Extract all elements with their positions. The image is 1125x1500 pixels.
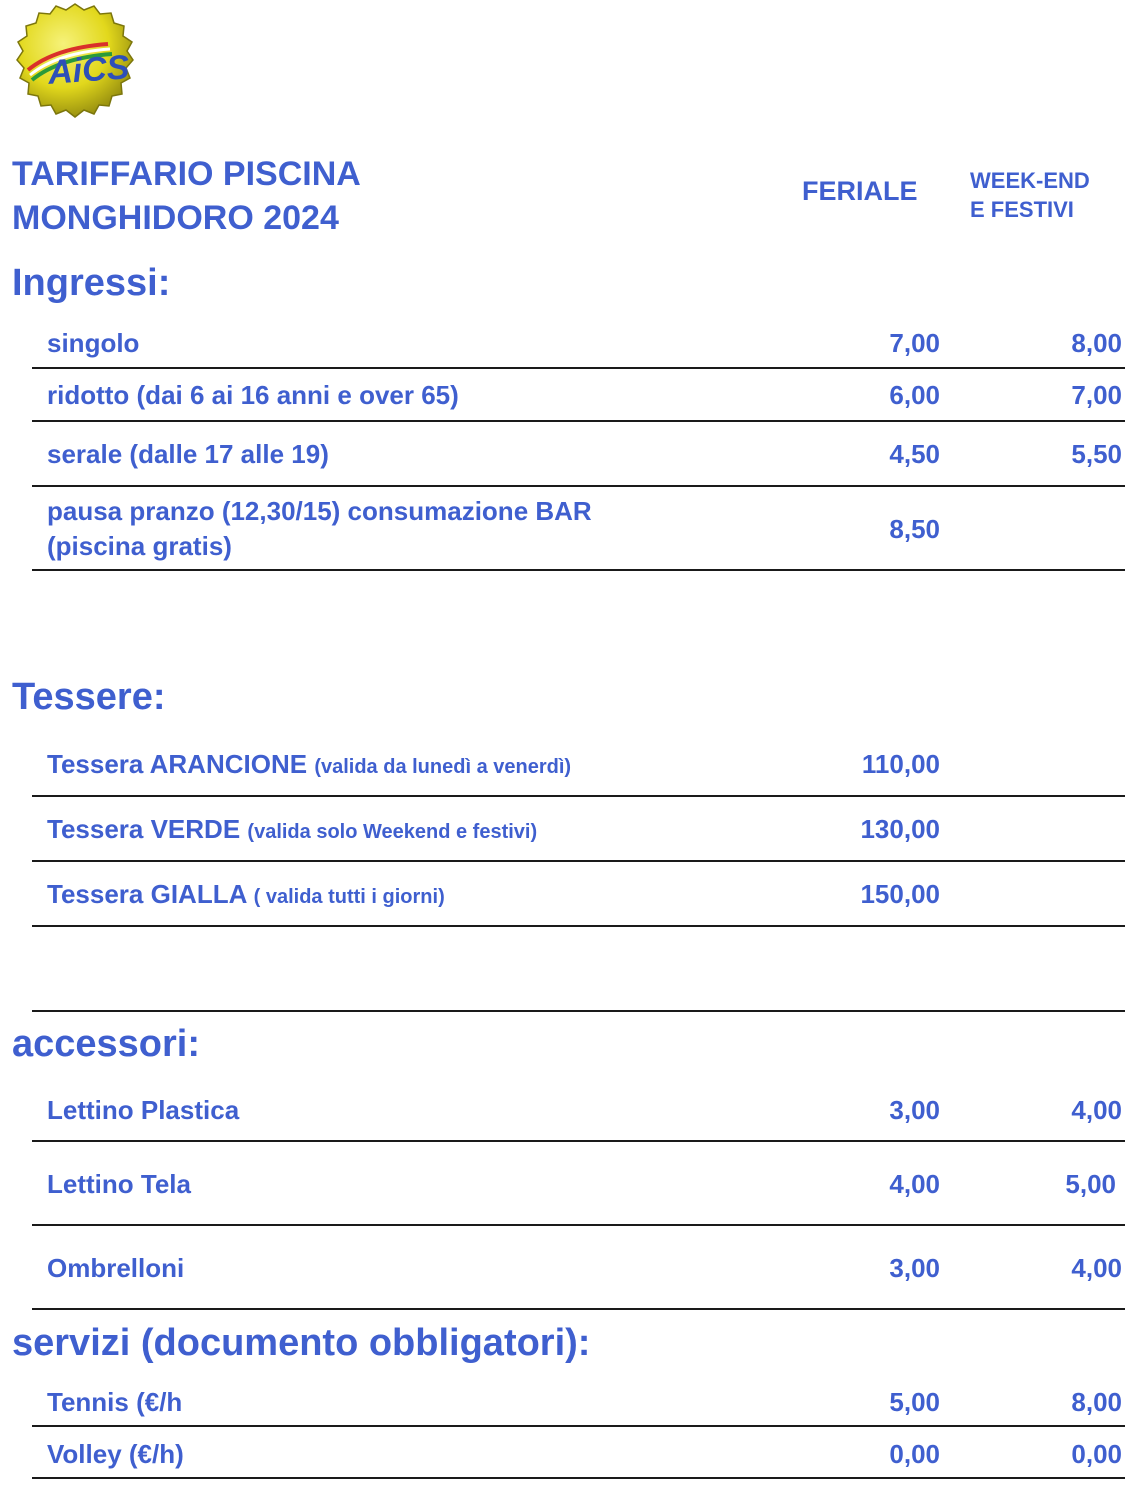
ingressi-feriale-ridotto: 6,00: [889, 380, 940, 410]
accessori-feriale-lettino-plastica: 3,00: [889, 1095, 940, 1125]
row-divider: [32, 795, 1125, 797]
servizi-feriale-volley: 0,00: [889, 1439, 940, 1469]
accessori-weekend-lettino-plastica: 4,00: [1071, 1095, 1122, 1125]
column-header-feriale: FERIALE: [802, 176, 918, 206]
row-divider: [32, 569, 1125, 571]
ingressi-feriale-pausa-pranzo: 8,50: [889, 514, 940, 544]
ingressi-weekend-ridotto: 7,00: [1071, 380, 1122, 410]
accessori-label-lettino-tela: Lettino Tela: [47, 1169, 191, 1199]
ingressi-feriale-singolo: 7,00: [889, 328, 940, 358]
ingressi-feriale-serale: 4,50: [889, 439, 940, 469]
row-divider: [32, 1477, 1125, 1479]
ingressi-weekend-singolo: 8,00: [1071, 328, 1122, 358]
title-line-2: MONGHIDORO 2024: [12, 199, 339, 237]
servizi-weekend-volley: 0,00: [1071, 1439, 1122, 1469]
section-heading-ingressi: Ingressi:: [12, 262, 171, 304]
row-divider: [32, 367, 1125, 369]
accessori-weekend-lettino-tela: 5,00: [1065, 1169, 1116, 1199]
ingressi-label-serale: serale (dalle 17 alle 19): [47, 439, 329, 469]
tessera-arancione-note: (valida da lunedì a venerdì): [314, 756, 572, 778]
row-divider: [32, 485, 1125, 487]
servizi-feriale-tennis: 5,00: [889, 1387, 940, 1417]
tessera-gialla-price: 150,00: [860, 879, 940, 909]
tessera-arancione: [47, 749, 571, 780]
row-divider: [32, 925, 1125, 927]
logo-text: AiCS: [46, 48, 131, 92]
tessera-gialla-note: ( valida tutti i giorni): [253, 886, 445, 908]
row-divider: [32, 1425, 1125, 1427]
row-divider: [32, 1224, 1125, 1226]
column-header-weekend-line-2: E FESTIVI: [970, 197, 1074, 222]
servizi-weekend-tennis: 8,00: [1071, 1387, 1122, 1417]
accessori-label-ombrelloni: Ombrelloni: [47, 1253, 185, 1283]
tessera-arancione-price: 110,00: [861, 749, 940, 779]
section-heading-accessori: accessori:: [12, 1023, 201, 1065]
accessori-weekend-ombrelloni: 4,00: [1071, 1253, 1122, 1283]
row-divider: [32, 1308, 1125, 1310]
ingressi-label-singolo: singolo: [47, 328, 140, 358]
row-divider: [32, 420, 1125, 422]
section-heading-servizi: servizi (documento obbligatori):: [12, 1322, 591, 1364]
accessori-feriale-ombrelloni: 3,00: [889, 1253, 940, 1283]
row-divider: [32, 860, 1125, 862]
accessori-label-lettino-plastica: Lettino Plastica: [47, 1095, 240, 1125]
row-divider: [32, 1140, 1125, 1142]
title-line-1: TARIFFARIO PISCINA: [12, 155, 361, 193]
servizi-label-volley: Volley (€/h): [47, 1439, 184, 1469]
ingressi-label-pausa-pranzo: [47, 494, 747, 564]
tessera-verde-price: 130,00: [860, 814, 940, 844]
aics-logo: [10, 0, 140, 122]
pausa-pranzo-line-2: (piscina gratis): [47, 531, 232, 561]
column-header-weekend: [970, 166, 1090, 224]
tessera-arancione-label: Tessera ARANCIONE: [47, 749, 308, 779]
ingressi-weekend-serale: 5,50: [1071, 439, 1122, 469]
accessori-feriale-lettino-tela: 4,00: [889, 1169, 940, 1199]
section-heading-tessere: Tessere:: [12, 676, 166, 718]
column-header-weekend-line-1: WEEK-END: [970, 168, 1090, 193]
ingressi-label-ridotto: ridotto (dai 6 ai 16 anni e over 65): [47, 380, 459, 410]
tessera-verde-note: (valida solo Weekend e festivi): [247, 821, 538, 843]
page-title: [12, 152, 361, 240]
tessera-gialla-label: Tessera GIALLA: [47, 879, 247, 909]
tessera-gialla: [47, 879, 445, 910]
pausa-pranzo-line-1: pausa pranzo (12,30/15) consumazione BAR: [47, 496, 592, 526]
tessera-verde: [47, 814, 537, 845]
servizi-label-tennis: Tennis (€/h: [47, 1387, 183, 1417]
section-divider: [32, 1010, 1125, 1012]
tessera-verde-label: Tessera VERDE: [47, 814, 241, 844]
